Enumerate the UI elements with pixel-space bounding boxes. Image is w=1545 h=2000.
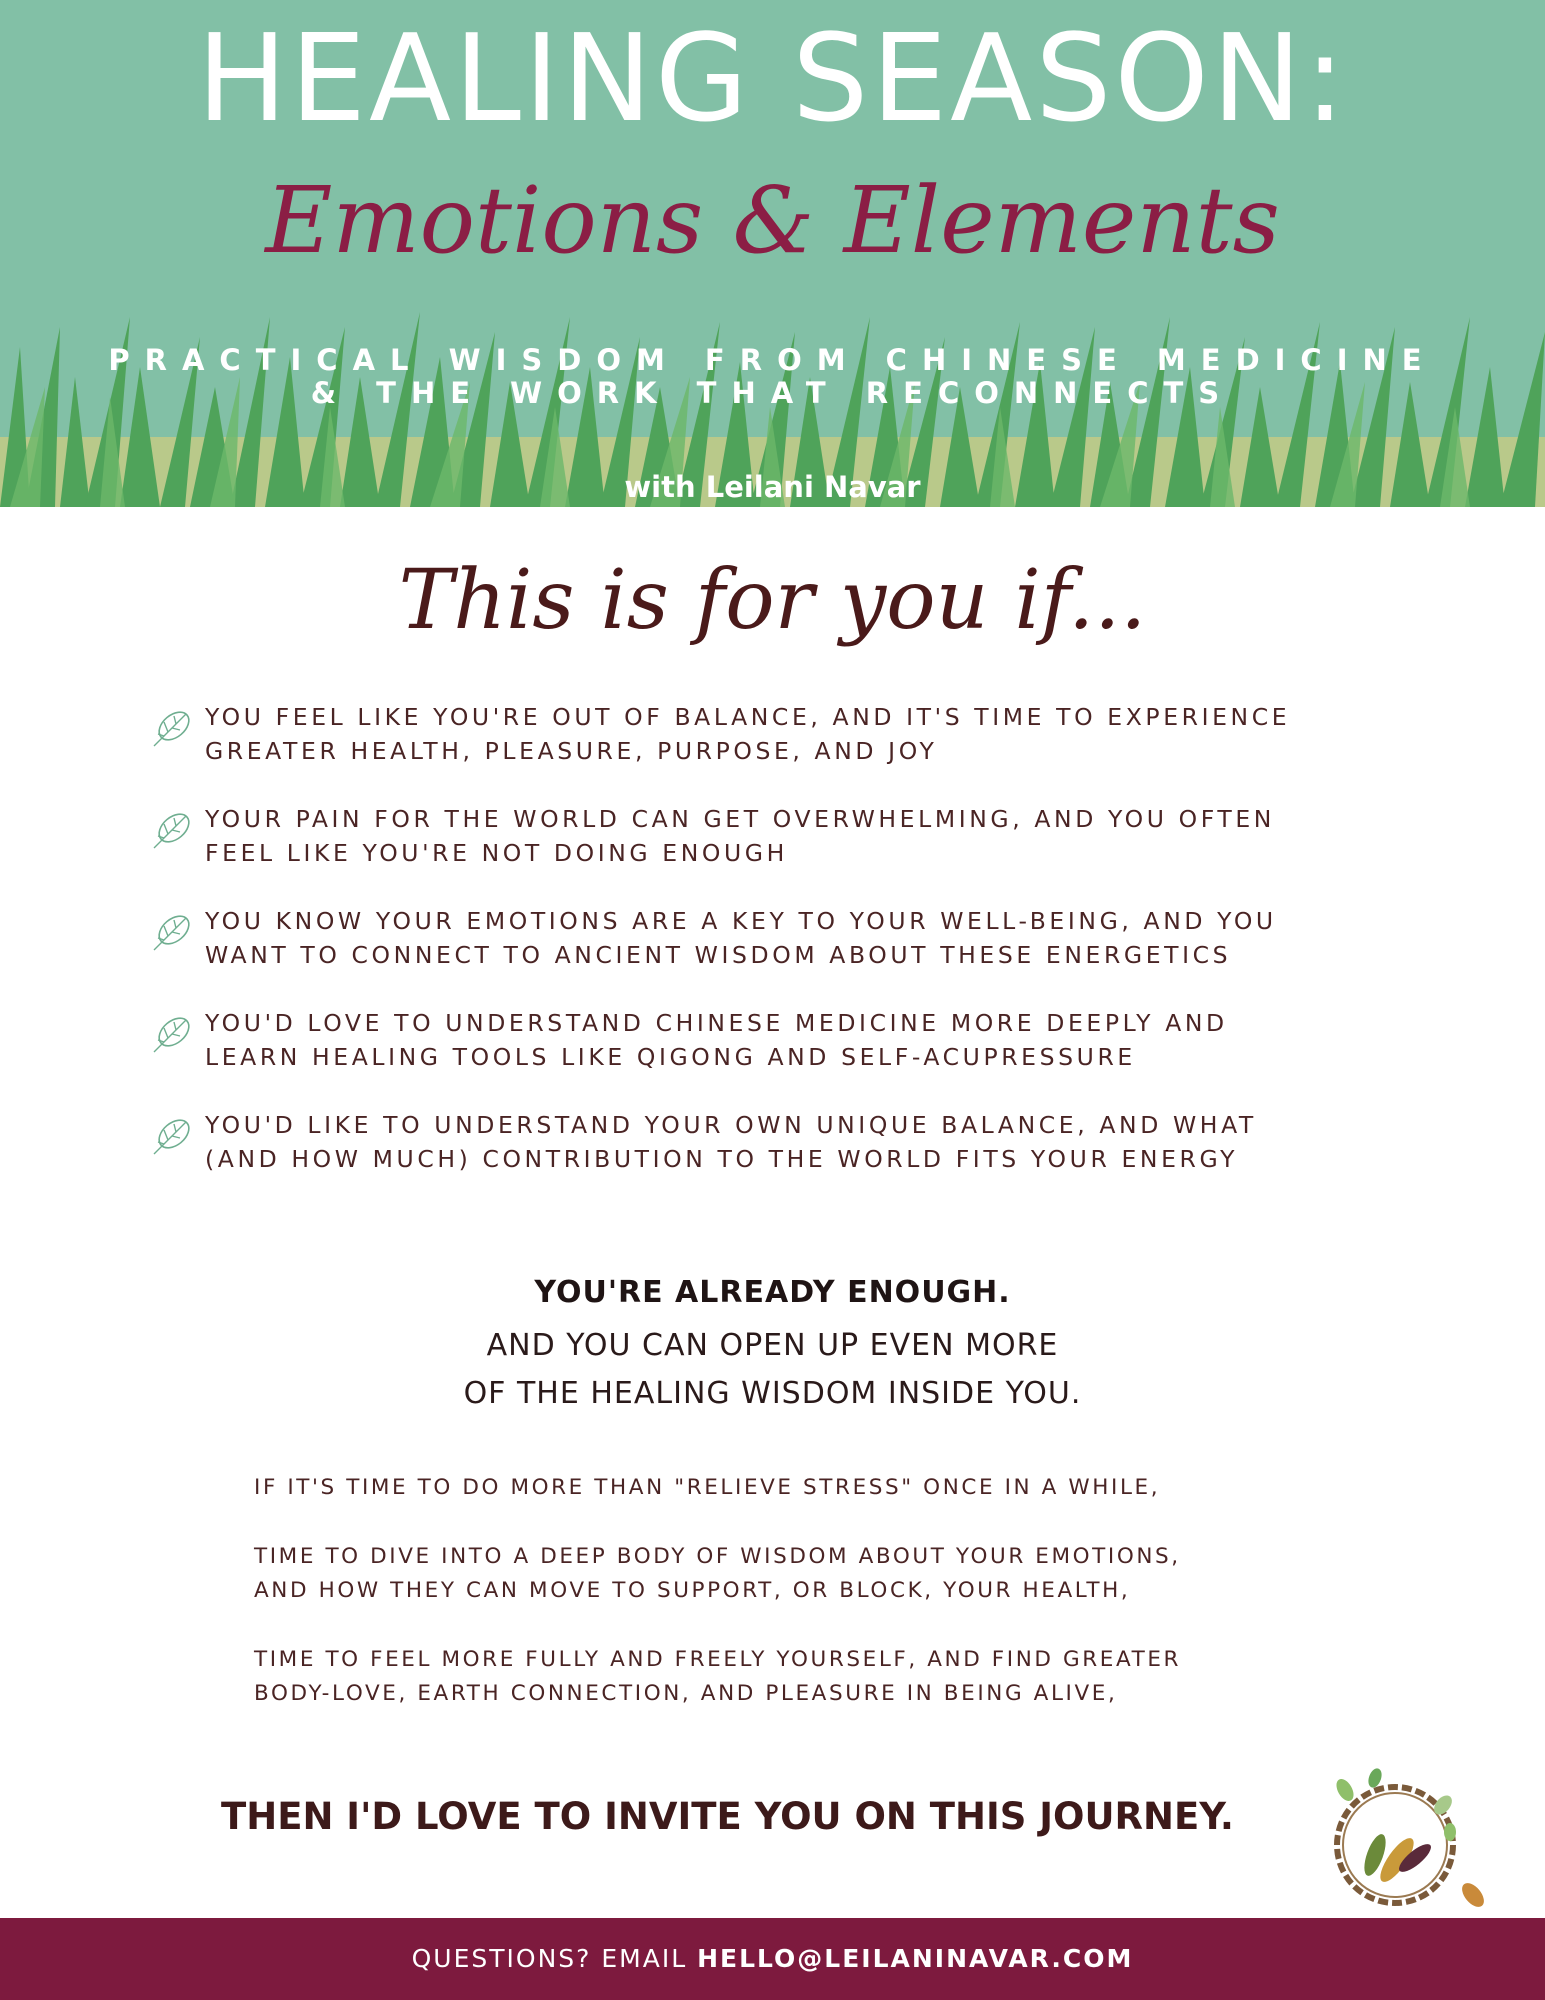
paragraph: TIME TO DIVE INTO A DEEP BODY OF WISDOM ABOUT YOUR EMOTIONS, AND HOW THEY CAN MOVE TO SUPPORT, OR BLOCK, YOUR HEALTH,	[254, 1544, 1181, 1603]
list-item-text: YOU'D LIKE TO UNDERSTAND YOUR OWN UNIQUE BALANCE, AND WHAT (AND HOW MUCH) CONTRIBUTION TO THE WORLD FITS YOUR ENERGY	[205, 1111, 1257, 1173]
page-subtitle: Emotions & Elements	[265, 167, 1280, 274]
list-item-text: YOU KNOW YOUR EMOTIONS ARE A KEY TO YOUR WELL-BEING, AND YOU WANT TO CONNECT TO ANCIENT WISDOM ABOUT THESE ENERGETICS	[205, 907, 1277, 969]
invite-heading: THEN I'D LOVE TO INVITE YOU ON THIS JOURNEY.	[220, 1795, 1234, 1838]
byline: with Leilani Navar	[624, 470, 921, 504]
contact-email-link[interactable]: HELLO@LEILANINAVAR.COM	[697, 1944, 1134, 1973]
tagline-line-2: & THE WORK THAT RECONNECTS	[310, 376, 1235, 411]
list-item-text: YOU FEEL LIKE YOU'RE OUT OF BALANCE, AND IT'S TIME TO EXPERIENCE GREATER HEALTH, PLEASURE, PURPOSE, AND JOY	[205, 703, 1291, 765]
page-title: HEALING SEASON:	[196, 10, 1349, 149]
list-item	[150, 700, 1400, 780]
paragraph: IF IT'S TIME TO DO MORE THAN "RELIEVE STRESS" ONCE IN A WHILE,	[254, 1475, 1161, 1500]
paragraph: TIME TO FEEL MORE FULLY AND FREELY YOURSELF, AND FIND GREATER BODY-LOVE, EARTH CONNECTION, AND PLEASURE IN BEING ALIVE,	[254, 1647, 1182, 1706]
footer-bar	[0, 1918, 1545, 2000]
header-banner	[0, 0, 1545, 507]
leaf-icon	[150, 1012, 194, 1056]
footer-label: QUESTIONS? EMAIL	[411, 1944, 698, 1973]
list-item	[150, 802, 1400, 882]
statement-bold: YOU'RE ALREADY ENOUGH.	[534, 1275, 1011, 1310]
statement-text: AND YOU CAN OPEN UP EVEN MORE OF THE HEALING WISDOM INSIDE YOU.	[463, 1328, 1082, 1411]
list-item	[150, 1006, 1400, 1086]
leaf-icon	[150, 910, 194, 954]
tagline	[0, 344, 1545, 411]
leaf-icon	[150, 706, 194, 750]
section-heading: This is for you if...	[398, 553, 1147, 648]
list-item-text: YOUR PAIN FOR THE WORLD CAN GET OVERWHELMING, AND YOU OFTEN FEEL LIKE YOU'RE NOT DOING ENOUGH	[205, 805, 1275, 867]
tagline-line-1: PRACTICAL WISDOM FROM CHINESE MEDICINE	[108, 343, 1437, 377]
leaf-icon	[150, 808, 194, 852]
wreath-logo	[1315, 1760, 1495, 1920]
leaf-icon	[150, 1114, 194, 1158]
list-item	[150, 1108, 1400, 1188]
list-item-text: YOU'D LOVE TO UNDERSTAND CHINESE MEDICINE MORE DEEPLY AND LEARN HEALING TOOLS LIKE QIGONG AND SELF-ACUPRESSURE	[205, 1009, 1228, 1071]
list-item	[150, 904, 1400, 984]
